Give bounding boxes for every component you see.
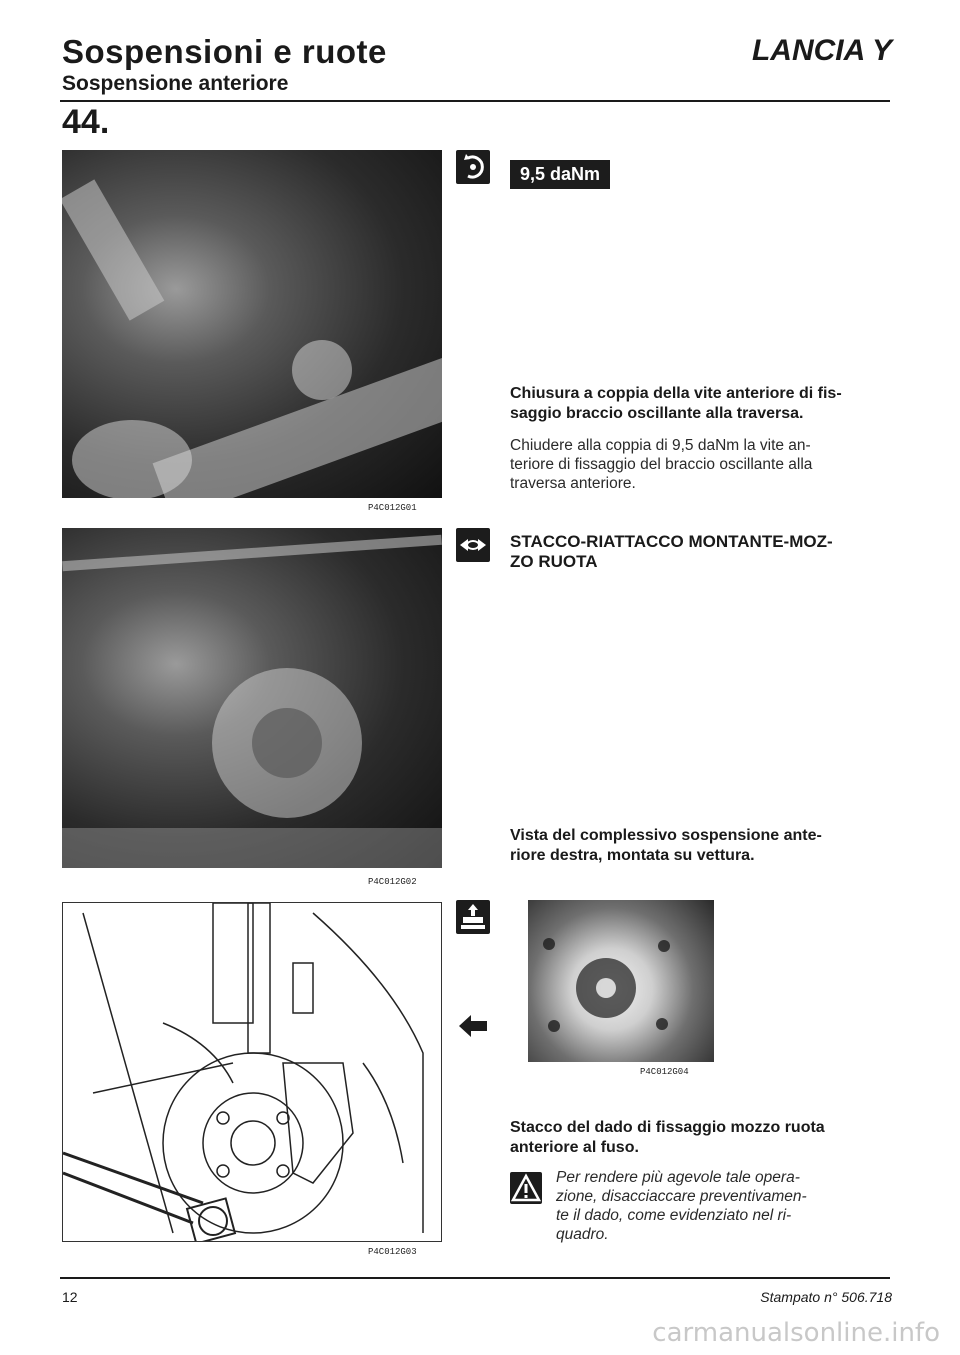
- step4-note-line4: quadro.: [556, 1226, 609, 1243]
- hub-diagram-drawing: [63, 903, 441, 1241]
- step3-title: [510, 826, 890, 866]
- remove-refit-icon-glyph: [456, 528, 490, 562]
- step4-note-line1: Per rendere più agevole tale opera-: [556, 1169, 800, 1186]
- torque-value-badge: 9,5 daNm: [510, 160, 610, 189]
- step2-heading-line1: STACCO-RIATTACCO MONTANTE-MOZ-: [510, 532, 833, 551]
- vehicle-lift-icon-glyph: [456, 900, 490, 934]
- step4-note-line2: zione, disacciaccare preventivamen-: [556, 1188, 807, 1205]
- step2-heading-line2: ZO RUOTA: [510, 552, 598, 571]
- figure-code: P4C012G01: [368, 503, 417, 513]
- photo-front-arm-bolt: [62, 150, 442, 498]
- figure-code: P4C012G04: [640, 1067, 689, 1077]
- step1-body-line2: teriore di fissaggio del braccio oscillante alla: [510, 456, 813, 473]
- step1-body-line1: Chiudere alla coppia di 9,5 daNm la vite an-: [510, 437, 811, 454]
- footer-rule: [60, 1277, 890, 1279]
- diagram-hub-nut-removal: [62, 902, 442, 1242]
- step1-title-line1: Chiusura a coppia della vite anteriore di fis-: [510, 385, 842, 402]
- section-subtitle: Sospensione anteriore: [62, 72, 289, 95]
- arrow-left-icon: [459, 1015, 489, 1042]
- figure-code: P4C012G02: [368, 877, 417, 887]
- photo-front-suspension-assembly: [62, 528, 442, 868]
- step1-title-line2: saggio braccio oscillante alla traversa.: [510, 405, 804, 422]
- step1-body: [510, 436, 890, 493]
- warning-triangle-icon: [510, 1172, 542, 1204]
- header-rule: [60, 100, 890, 102]
- page-number: 12: [62, 1289, 78, 1305]
- figure-code: P4C012G03: [368, 1247, 417, 1257]
- watermark: carmanualsonline.info: [652, 1318, 940, 1348]
- torque-wrench-icon-glyph: [456, 150, 490, 184]
- arrow-left-icon-glyph: [459, 1015, 489, 1037]
- step4-note: [556, 1168, 886, 1244]
- section-number: 44.: [62, 103, 110, 141]
- torque-wrench-icon: [456, 150, 490, 184]
- brand-logo: LANCIA Y: [751, 34, 892, 67]
- step1-body-line3: traversa anteriore.: [510, 475, 636, 492]
- photo-hub-nut-detail: [528, 900, 714, 1062]
- step1-title: [510, 384, 890, 424]
- step4-note-line3: te il dado, come evidenziato nel ri-: [556, 1207, 792, 1224]
- vehicle-lift-icon: [456, 900, 490, 934]
- step4-title-line1: Stacco del dado di fissaggio mozzo ruota: [510, 1119, 825, 1136]
- step4-title-line2: anteriore al fuso.: [510, 1139, 639, 1156]
- step3-title-line1: Vista del complessivo sospensione ante-: [510, 827, 822, 844]
- step2-heading: [510, 532, 890, 572]
- section-title: Sospensioni e ruote: [62, 33, 387, 70]
- step3-title-line2: riore destra, montata su vettura.: [510, 847, 755, 864]
- remove-refit-icon: [456, 528, 490, 562]
- step4-title: [510, 1118, 890, 1158]
- warning-triangle-icon-glyph: [510, 1172, 542, 1204]
- print-reference: Stampato n° 506.718: [760, 1289, 892, 1305]
